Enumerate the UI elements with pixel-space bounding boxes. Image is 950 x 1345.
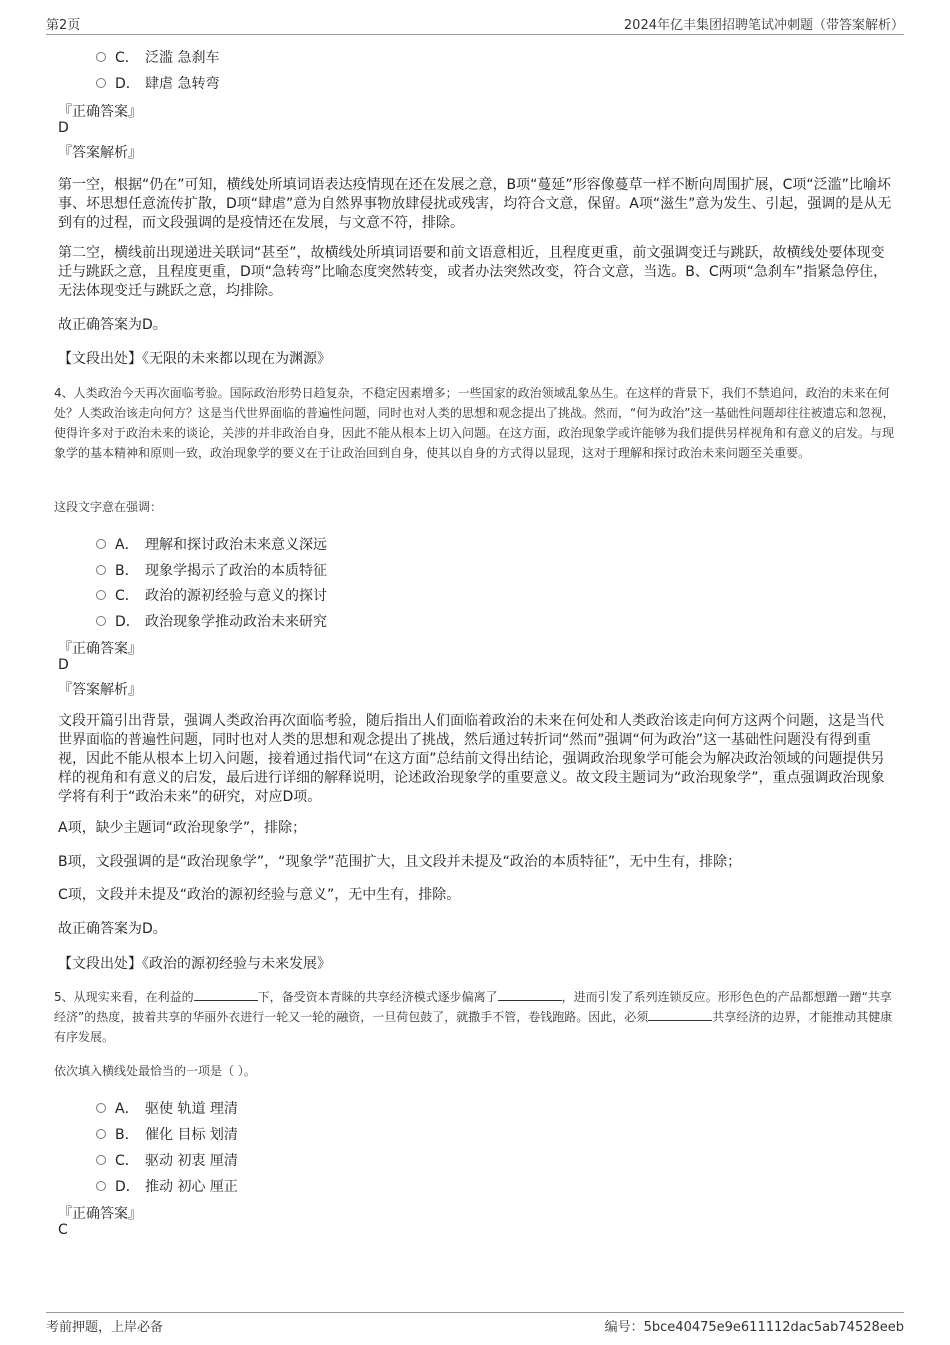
answer-label: 『正确答案』 xyxy=(58,104,142,120)
answer-label: 『正确答案』 xyxy=(58,641,142,657)
source-citation: 【文段出处】《无限的未来都以现在为渊源》 xyxy=(58,351,331,367)
radio-icon[interactable] xyxy=(96,1103,106,1113)
analysis-paragraph: 第二空，横线前出现递进关联词“甚至”，故横线处所填词语要和前文语意相近，且程度更重，前文强调变迁与跳跃，故横线处要体现变迁与跳跃之意，且程度更重，D项“急转弯”比喻态度突然转变，或者办法突然改变，符合文意，当选。B、C两项“急刹车”指紧急停住，无法体现变迁与跳跃之意，均排除。 xyxy=(58,245,888,299)
radio-icon[interactable] xyxy=(96,1129,106,1139)
q5-option-d[interactable]: D． 推动 初心 厘正 xyxy=(96,1176,238,1196)
analysis-point: C项，文段并未提及“政治的源初经验与意义”，无中生有，排除。 xyxy=(58,887,461,903)
analysis-conclusion: 故正确答案为D。 xyxy=(58,317,167,333)
q5-option-b[interactable]: B． 催化 目标 划清 xyxy=(96,1124,238,1144)
page-footer xyxy=(46,1312,904,1335)
radio-icon[interactable] xyxy=(96,1155,106,1165)
fill-blank xyxy=(498,988,562,1001)
analysis-label: 『答案解析』 xyxy=(58,145,142,161)
page-header xyxy=(46,12,904,35)
radio-icon[interactable] xyxy=(96,616,106,626)
analysis-point: B项，文段强调的是“政治现象学”，“现象学”范围扩大，且文段并未提及“政治的本质特征”，无中生有，排除； xyxy=(58,854,742,870)
radio-icon[interactable] xyxy=(96,565,106,575)
q4-option-a[interactable]: A． 理解和探讨政治未来意义深远 xyxy=(96,534,327,554)
page-number: 第2页 xyxy=(46,18,81,33)
q4-option-c[interactable]: C． 政治的源初经验与意义的探讨 xyxy=(96,585,327,605)
footer-slogan: 考前押题，上岸必备 xyxy=(46,1320,164,1335)
analysis-label: 『答案解析』 xyxy=(58,682,142,698)
analysis-paragraph: 第一空，根据“仍在”可知，横线处所填词语表达疫情现在还在发展之意，B项“蔓延”形容像蔓草一样不断向周围扩展，C项“泛滥”比喻坏事、坏思想任意流传扩散，D项“肆虐”意为自然界事物放肆侵扰或残害，均符合文意，保留。A项“滋生”意为发生、引起，强调的是从无到有的过程，而文段强调的是疫情还在发展，与文意不符，排除。 xyxy=(58,177,892,231)
question-text: 4、人类政治今天再次面临考验。国际政治形势日趋复杂，不稳定因素增多；一些国家的政治领域乱象丛生。在这样的背景下，我们不禁追问，政治的未来在何处？人类政治该走向何方？这是当代世界面临的普遍性问题，同时也对人类的思想和观念提出了挑战。然而，“何为政治”这一基础性问题却往往被遗忘和忽视，使得许多对于政治未来的谈论，关涉的并非政治自身，因此不能从根本上切入问题。在这方面，政治现象学或许能够为我们提供另样视角和有意义的启发。与现象学的基本精神和原则一致，政治现象学的要义在于让政治回到自身，使其以自身的方式得以显现，这对于理解和探讨政治未来问题至关重要。 xyxy=(54,386,895,460)
fill-blank xyxy=(194,988,258,1001)
radio-icon[interactable] xyxy=(96,539,106,549)
radio-icon[interactable] xyxy=(96,1181,106,1191)
answer-value: D xyxy=(58,657,69,673)
analysis-point: A项，缺少主题词“政治现象学”，排除； xyxy=(58,820,307,836)
q5-option-c[interactable]: C． 驱动 初衷 厘清 xyxy=(96,1150,238,1170)
answer-value: C xyxy=(58,1222,68,1238)
q3-option-d[interactable]: D． 肆虐 急转弯 xyxy=(96,73,219,93)
answer-value: D xyxy=(58,120,69,136)
question-prompt: 这段文字意在强调： xyxy=(54,500,163,514)
q3-option-c[interactable]: C． 泛滥 急刹车 xyxy=(96,47,219,67)
answer-label: 『正确答案』 xyxy=(58,1206,142,1222)
question-prompt: 依次填入横线处最恰当的一项是（ ）。 xyxy=(54,1064,256,1078)
question-text: 5、从现实来看，在利益的 下，备受资本青睐的共享经济模式逐步偏离了 ，进而引发了系列连锁反应。形形色色的产品都想蹭一蹭“共享经济”的热度，披着共享的华丽外衣进行一轮又一轮的融资，一旦荷包鼓了，就撒手不管，卷钱跑路。因此，必须 共享经济的边界，才能推动其健康有序发展。 xyxy=(54,990,893,1044)
q4-option-d[interactable]: D． 政治现象学推动政治未来研究 xyxy=(96,611,327,631)
document-title: 2024年亿丰集团招聘笔试冲刺题（带答案解析） xyxy=(623,18,904,33)
radio-icon[interactable] xyxy=(96,52,106,62)
q4-option-b[interactable]: B． 现象学揭示了政治的本质特征 xyxy=(96,560,327,580)
analysis-conclusion: 故正确答案为D。 xyxy=(58,921,167,937)
document-id: 编号：5bce40475e9e611112dac5ab74528eeb xyxy=(604,1320,904,1335)
fill-blank xyxy=(648,1008,712,1021)
q5-option-a[interactable]: A． 驱使 轨道 理清 xyxy=(96,1098,238,1118)
radio-icon[interactable] xyxy=(96,78,106,88)
analysis-paragraph: 文段开篇引出背景，强调人类政治再次面临考验，随后指出人们面临着政治的未来在何处和人类政治该走向何方这两个问题，这是当代世界面临的普遍性问题，同时也对人类的思想和观念提出了挑战，然后通过转折词“然而”强调“何为政治”这一基础性问题没有得到重视，因此不能从根本上切入问题，接着通过指代词“在这方面”总结前文得出结论，强调政治现象学可能会为解决政治领域的问题提供另样的视角和有意义的启发，最后进行详细的解释说明，论述政治现象学的重要意义。故文段主题词为“政治现象学”，重点强调政治现象学将有利于“政治未来”的研究，对应D项。 xyxy=(58,713,885,805)
radio-icon[interactable] xyxy=(96,590,106,600)
source-citation: 【文段出处】《政治的源初经验与未来发展》 xyxy=(58,956,331,972)
